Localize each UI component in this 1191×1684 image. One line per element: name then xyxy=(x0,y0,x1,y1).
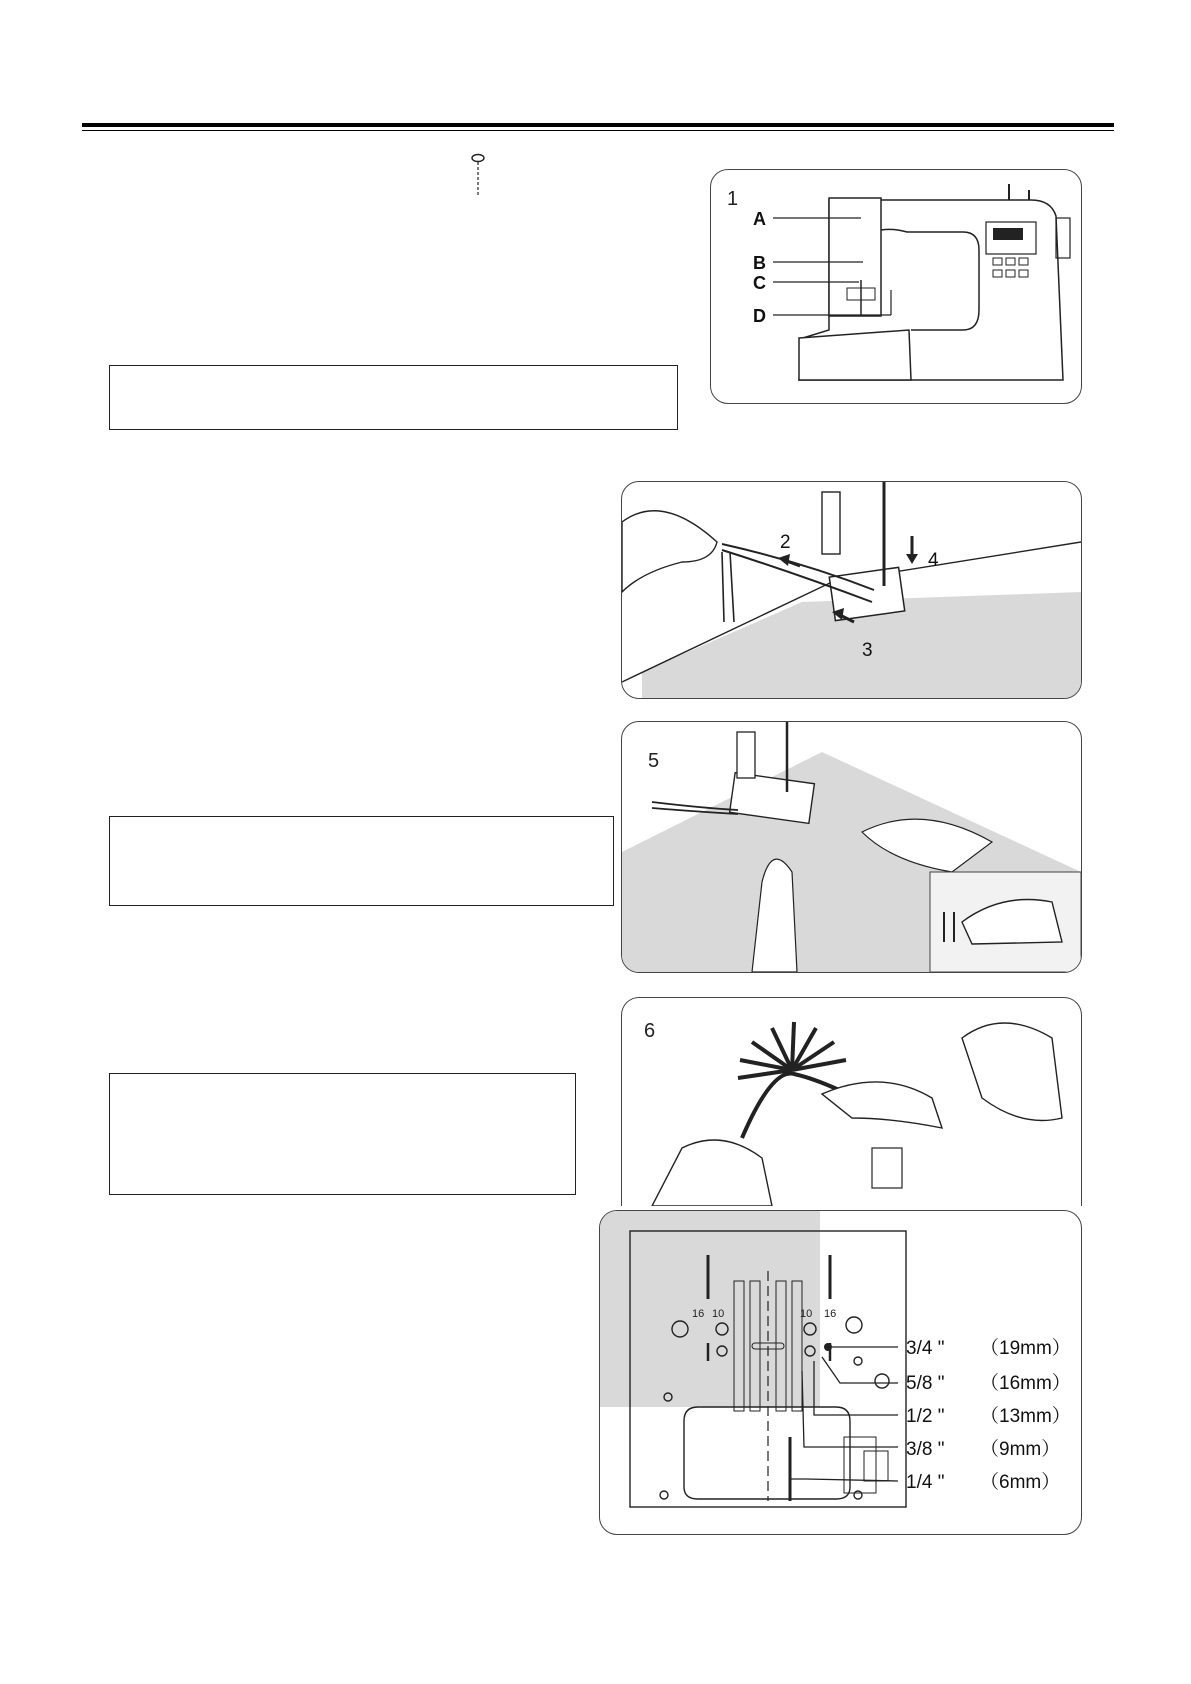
pin-icon xyxy=(470,152,486,203)
seam-guide-mm-13: （13mm） xyxy=(980,1406,1071,1427)
header-rule-thin xyxy=(82,130,1114,131)
figure-1-machine xyxy=(710,169,1082,404)
machine-illustration xyxy=(711,170,1081,403)
guide-fabric-illustration xyxy=(622,722,1081,972)
figure-6-number: 6 xyxy=(644,1020,656,1042)
threads-illustration xyxy=(622,482,1081,698)
seam-guide-mm-6: （6mm） xyxy=(980,1472,1061,1493)
plate-mark-left-16: 16 xyxy=(692,1308,705,1320)
pull-threads-illustration xyxy=(622,998,1081,1206)
seam-guide-inch-1-4: 1/4 " xyxy=(906,1472,945,1493)
figure-5-number: 5 xyxy=(648,750,660,772)
figure-threads-under-foot xyxy=(621,481,1082,699)
header-rule xyxy=(82,123,1114,127)
callout-d: D xyxy=(753,306,766,326)
seam-guide-inch-1-2: 1/2 " xyxy=(906,1406,945,1427)
figure-1-number: 1 xyxy=(727,188,739,210)
note-box-1 xyxy=(109,365,678,430)
thread-step-3: 3 xyxy=(862,640,873,661)
figure-6-pull-threads xyxy=(621,997,1082,1206)
seam-guide-inch-3-4: 3/4 " xyxy=(906,1338,945,1359)
needle-plate-illustration xyxy=(600,1211,1081,1534)
note-box-3 xyxy=(109,1073,576,1195)
plate-mark-left-10: 10 xyxy=(712,1308,725,1320)
thread-step-4: 4 xyxy=(928,550,939,571)
callout-a: A xyxy=(753,209,766,229)
plate-mark-right-10: 10 xyxy=(800,1308,813,1320)
seam-guide-mm-19: （19mm） xyxy=(980,1338,1071,1359)
callout-b: B xyxy=(753,253,766,273)
figure-seam-guide-plate xyxy=(599,1210,1082,1535)
seam-guide-inch-5-8: 5/8 " xyxy=(906,1373,945,1394)
note-box-2 xyxy=(109,816,614,906)
seam-guide-mm-16: （16mm） xyxy=(980,1373,1071,1394)
figure-5-guide-fabric xyxy=(621,721,1082,973)
plate-mark-right-16: 16 xyxy=(824,1308,837,1320)
callout-c: C xyxy=(753,273,766,293)
seam-guide-mm-9: （9mm） xyxy=(980,1439,1061,1460)
thread-step-2: 2 xyxy=(780,532,791,553)
seam-guide-inch-3-8: 3/8 " xyxy=(906,1439,945,1460)
